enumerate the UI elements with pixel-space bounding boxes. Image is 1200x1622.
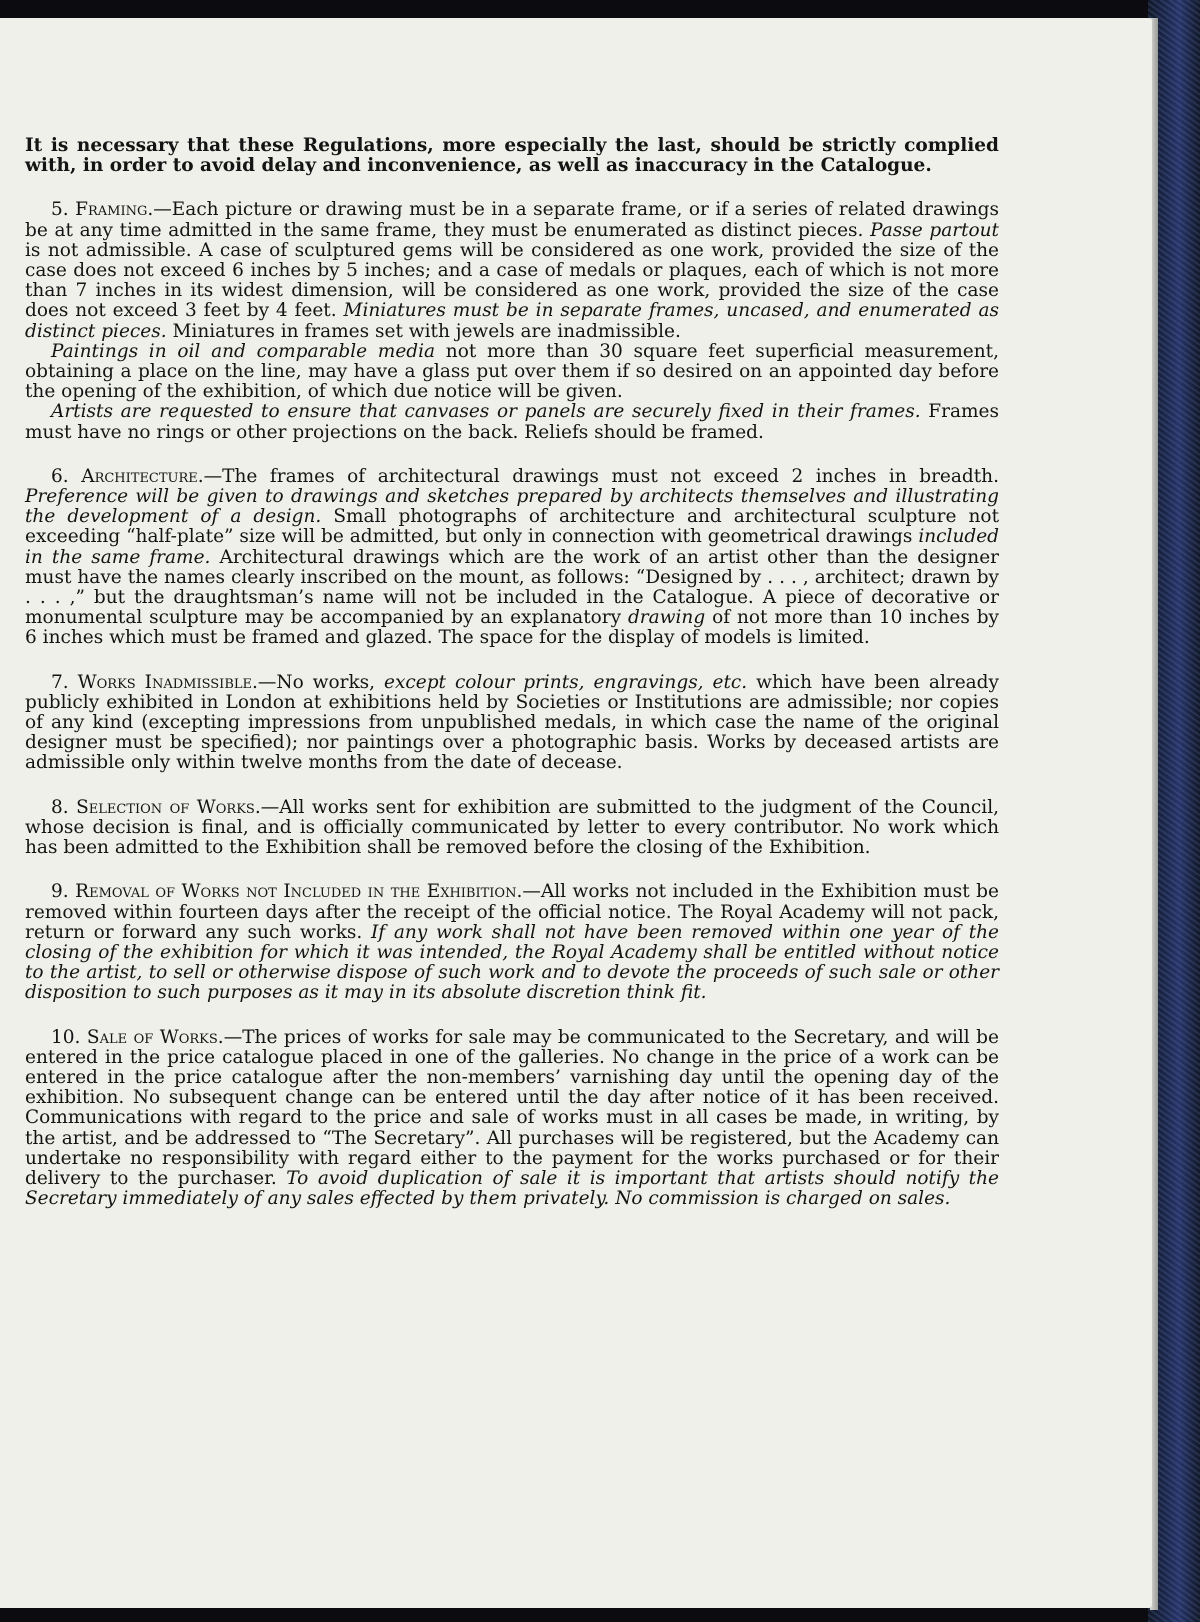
- section-number: 7.: [51, 671, 69, 693]
- section-number: 6.: [51, 465, 69, 487]
- section-heading: Sale of Works.: [86, 1026, 224, 1048]
- section-heading: Framing.: [75, 199, 154, 221]
- section-number: 5.: [51, 199, 69, 221]
- section-10-sale-of-works: 10. Sale of Works.—The prices of works for sale may be communicated to the Secretary, and will be entered in the price catalogue placed in one of the galleries. No change in the price of a work can be entered in the price catalogue after the non-members’ varnishing day until the opening day of the exhibition. No subsequent change can be entered until the day after notice of it has been received. Communications with regard to the price and sale of works must in all cases be made, in writing, by the artist, and be addressed to “The Secretary”. All purchases will be registered, but the Academy can undertake no responsibility with regard either to the payment for the works purchased or for their delivery to the purchaser. To avoid duplication of sale it is important that artists should notify the Secretary immediately of any sales effected by them privately. No commission is charged on sales.: [25, 1026, 999, 1210]
- intro-paragraph: It is necessary that these Regulations, more especially the last, should be strictly complied with, in order to avoid delay and inconvenience, as well as inaccuracy in the Catalogue.: [25, 135, 999, 177]
- section-number: 9.: [51, 881, 69, 903]
- page-text: [25, 136, 999, 1209]
- section-number: 10.: [51, 1026, 81, 1048]
- section-8-selection-of-works: 8. Selection of Works.—All works sent for exhibition are submitted to the judgment of the Council, whose decision is final, and is officially communicated by letter to every contributor. No work which has been admitted to the Exhibition shall be removed before the closing of the Exhibition.: [25, 796, 999, 859]
- section-heading: Selection of Works.: [76, 796, 261, 818]
- section-7-works-inadmissible: 7. Works Inadmissible.—No works, except colour prints, engravings, etc. which have been already publicly exhibited in London at exhibitions held by Societies or Institutions are admissible; nor copies of any kind (excepting impressions from unpublished medals, in which case the name of the original designer must be specified); nor paintings over a photographic basis. Works by deceased artists are admissible only within twelve months from the date of decease.: [25, 671, 999, 774]
- section-heading: Architecture.: [81, 465, 204, 487]
- section-9-removal-of-works: 9. Removal of Works not Included in the Exhibition.—All works not included in the Exhibition must be removed within fourteen days after the receipt of the official notice. The Royal Academy will not pack, return or forward any such works. If any work shall not have been removed within one year of the closing of the exhibition for which it was intended, the Royal Academy shall be entitled without notice to the artist, to sell or otherwise dispose of such work and to devote the proceeds of such sale or other disposition to such purposes as it may in its absolute discretion think fit.: [25, 881, 999, 1004]
- section-5-paragraph-2: Paintings in oil and comparable media not more than 30 square feet superficial measurement, obtaining a place on the line, may have a glass put over them if so desired on an appointed day before the opening of the exhibition, of which due notice will be given.: [25, 340, 999, 403]
- section-5-framing: 5. Framing.—Each picture or drawing must be in a separate frame, or if a series of related drawings be at any time admitted in the same frame, they must be enumerated as distinct pieces. Passe partout is not admissible. A case of sculptured gems will be considered as one work, provided the size of the case does not exceed 6 inches by 5 inches; and a case of medals or plaques, each of which is not more than 7 inches in its widest dimension, will be considered as one work, provided the size of the case does not exceed 3 feet by 4 feet. Miniatures must be in separate frames, uncased, and enumerated as distinct pieces. Miniatures in frames set with jewels are inadmissible.: [25, 199, 999, 342]
- section-number: 8.: [51, 796, 69, 818]
- section-6-architecture: 6. Architecture.—The frames of architectural drawings must not exceed 2 inches in breadth. Preference will be given to drawings and sketches prepared by architects themselves and illustrating the development of a design. Small photographs of architecture and architectural sculpture not exceeding “half-plate” size will be admitted, but only in connection with geometrical drawings included in the same frame. Architectural drawings which are the work of an artist other than the designer must have the names clearly inscribed on the mount, as follows: “Designed by . . . , architect; drawn by . . . ,” but the draughtsman’s name will not be included in the Catalogue. A piece of decorative or monumental sculpture may be accompanied by an explanatory drawing of not more than 10 inches by 6 inches which must be framed and glazed. The space for the display of models is limited.: [25, 465, 1000, 649]
- section-5-paragraph-3: Artists are requested to ensure that canvases or panels are securely fixed in their frames. Frames must have no rings or other projections on the back. Reliefs should be framed.: [25, 401, 999, 443]
- section-heading: Works Inadmissible.: [77, 671, 258, 693]
- section-heading: Removal of Works not Included in the Exhibition.: [75, 881, 523, 903]
- book-page: [0, 18, 1152, 1608]
